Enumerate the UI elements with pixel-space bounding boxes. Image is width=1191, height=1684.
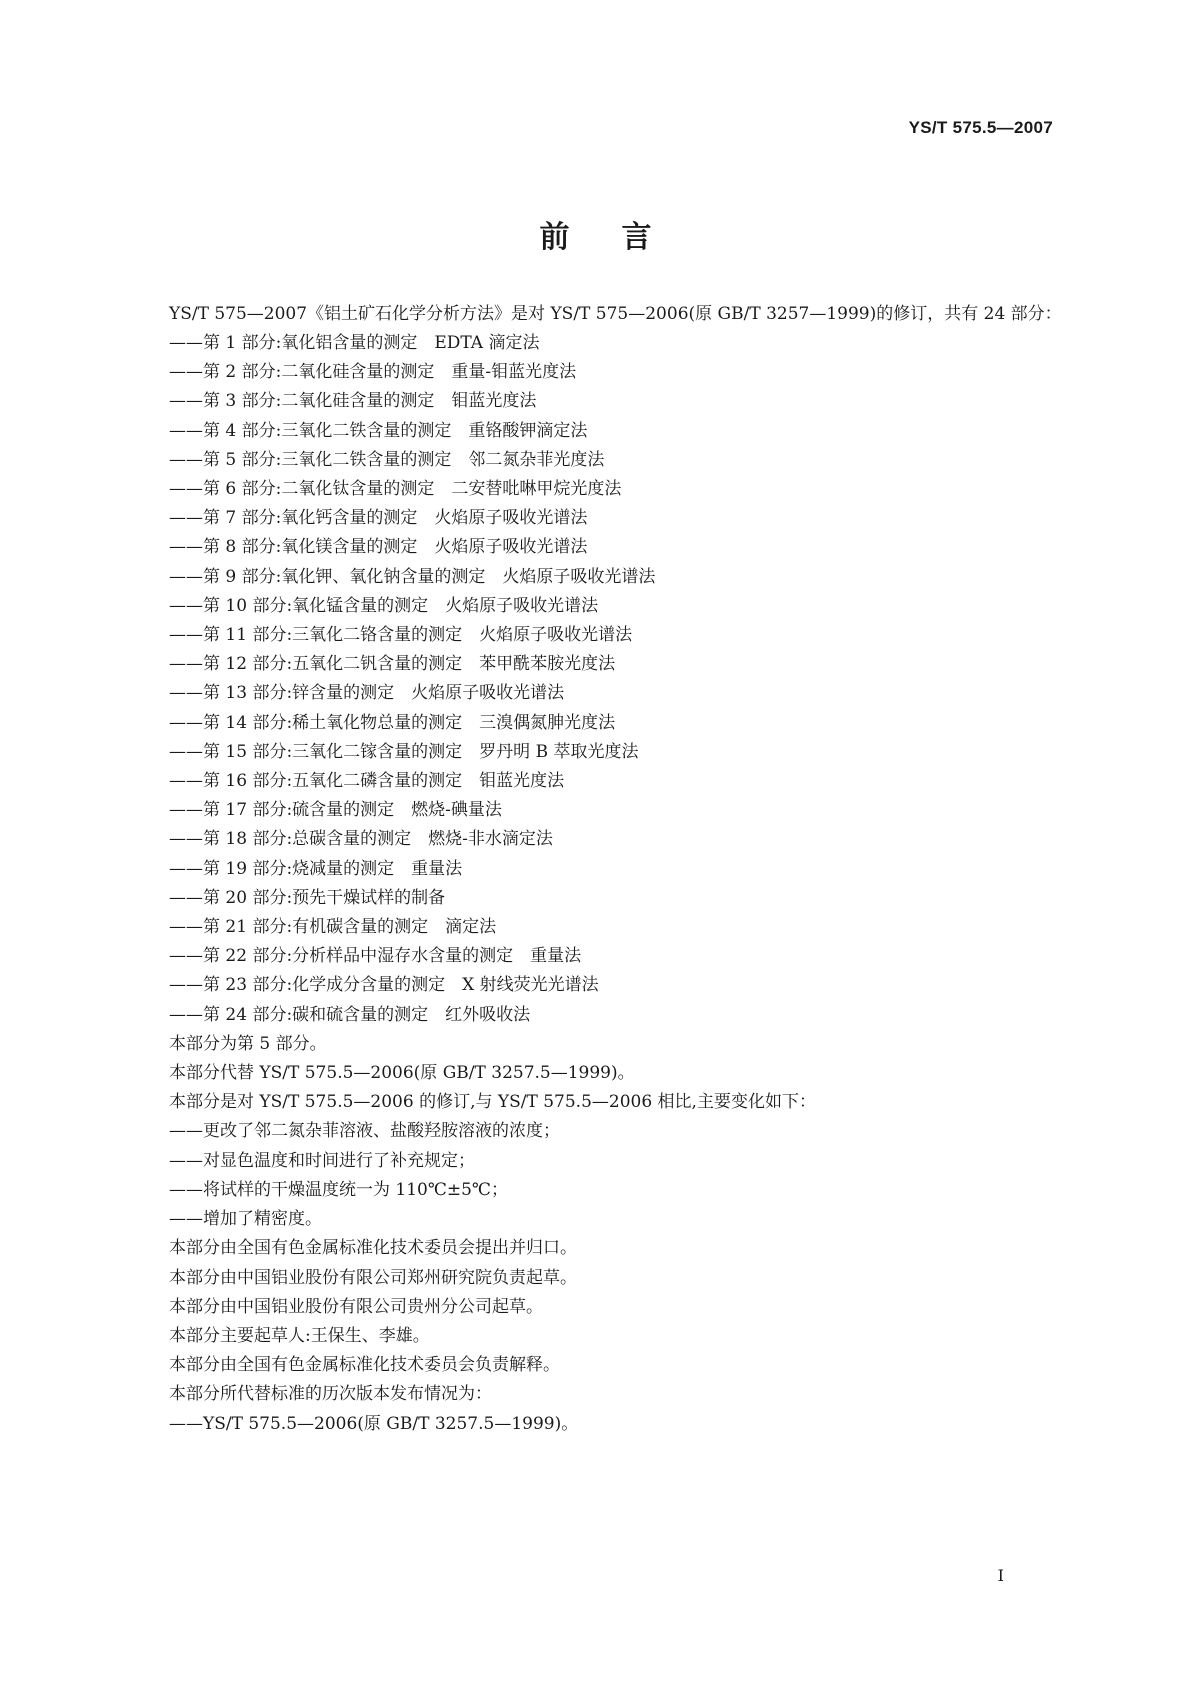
part-list-item: ——第 4 部分:三氧化二铁含量的测定 重铬酸钾滴定法 (169, 420, 588, 441)
statement-line: 本部分由中国铝业股份有限公司贵州分公司起草。 (169, 1296, 543, 1317)
part-list-item: ——第 7 部分:氧化钙含量的测定 火焰原子吸收光谱法 (169, 508, 588, 529)
part-list-item: ——第 5 部分:三氧化二铁含量的测定 邻二氮杂菲光度法 (169, 449, 605, 470)
statement-line: 本部分代替 YS/T 575.5—2006(原 GB/T 3257.5—1999)。 (169, 1063, 635, 1084)
statement-line: 本部分为第 5 部分。 (169, 1033, 327, 1054)
part-list-item: ——第 18 部分:总碳含量的测定 燃烧-非水滴定法 (169, 829, 553, 850)
statement-line: ——将试样的干燥温度统一为 110℃±5℃； (169, 1179, 508, 1200)
part-list-item: ——第 6 部分:二氧化钛含量的测定 二安替吡啉甲烷光度法 (169, 479, 622, 500)
statement-line: 本部分由全国有色金属标准化技术委员会提出并归口。 (169, 1238, 577, 1259)
statement-line: 本部分由全国有色金属标准化技术委员会负责解释。 (169, 1355, 560, 1376)
part-list-item: ——第 10 部分:氧化锰含量的测定 火焰原子吸收光谱法 (169, 595, 599, 616)
parts-list (131, 329, 1066, 1030)
statement-line: ——YS/T 575.5—2006(原 GB/T 3257.5—1999)。 (169, 1413, 579, 1434)
part-list-item: ——第 12 部分:五氧化二钒含量的测定 苯甲酰苯胺光度法 (169, 654, 616, 675)
part-list-item: ——第 8 部分:氧化镁含量的测定 火焰原子吸收光谱法 (169, 537, 588, 558)
part-list-item: ——第 21 部分:有机碳含量的测定 滴定法 (169, 917, 497, 938)
part-list-item: ——第 20 部分:预先干燥试样的制备 (169, 887, 446, 908)
part-list-item: ——第 14 部分:稀土氧化物总量的测定 三溴偶氮胂光度法 (169, 712, 616, 733)
part-list-item: ——第 11 部分:三氧化二铬含量的测定 火焰原子吸收光谱法 (169, 625, 633, 646)
part-list-item: ——第 9 部分:氧化钾、氧化钠含量的测定 火焰原子吸收光谱法 (169, 566, 656, 587)
part-list-item: ——第 23 部分:化学成分含量的测定 X 射线荧光光谱法 (169, 975, 599, 996)
standard-code: YS/T 575.5—2007 (908, 118, 1053, 137)
part-list-item: ——第 13 部分:锌含量的测定 火焰原子吸收光谱法 (169, 683, 565, 704)
statement-line: ——增加了精密度。 (169, 1209, 322, 1230)
statement-line: ——更改了邻二氮杂菲溶液、盐酸羟胺溶液的浓度； (169, 1121, 560, 1142)
statement-line: 本部分主要起草人:王保生、李雄。 (169, 1325, 430, 1346)
part-list-item: ——第 17 部分:硫含量的测定 燃烧-碘量法 (169, 800, 502, 821)
part-list-item: ——第 1 部分:氧化铝含量的测定 EDTA 滴定法 (169, 333, 540, 353)
part-list-item: ——第 24 部分:碳和硫含量的测定 红外吸收法 (169, 1004, 531, 1025)
statements-list (131, 1030, 1066, 1439)
page-title: 前言 (539, 220, 704, 255)
part-list-item: ——第 2 部分:二氧化硅含量的测定 重量-钼蓝光度法 (169, 362, 577, 383)
statement-line: 本部分是对 YS/T 575.5—2006 的修订,与 YS/T 575.5—2006 相比,主要变化如下： (169, 1092, 816, 1113)
page-number: I (997, 1566, 1004, 1585)
part-list-item: ——第 22 部分:分析样品中湿存水含量的测定 重量法 (169, 946, 582, 967)
statement-line: 本部分由中国铝业股份有限公司郑州研究院负责起草。 (169, 1267, 577, 1288)
foreword-body (131, 300, 1066, 1439)
part-list-item: ——第 16 部分:五氧化二磷含量的测定 钼蓝光度法 (169, 771, 565, 792)
part-list-item: ——第 15 部分:三氧化二镓含量的测定 罗丹明 B 萃取光度法 (169, 741, 639, 762)
part-list-item: ——第 3 部分:二氧化硅含量的测定 钼蓝光度法 (169, 391, 537, 412)
intro-paragraph: YS/T 575—2007《铝土矿石化学分析方法》是对 YS/T 575—2006(原 GB/T 3257—1999)的修订，共有 24 部分： (169, 304, 1062, 324)
statement-line: 本部分所代替标准的历次版本发布情况为： (169, 1384, 492, 1405)
statement-line: ——对显色温度和时间进行了补充规定； (169, 1150, 475, 1171)
part-list-item: ——第 19 部分:烧减量的测定 重量法 (169, 858, 463, 879)
